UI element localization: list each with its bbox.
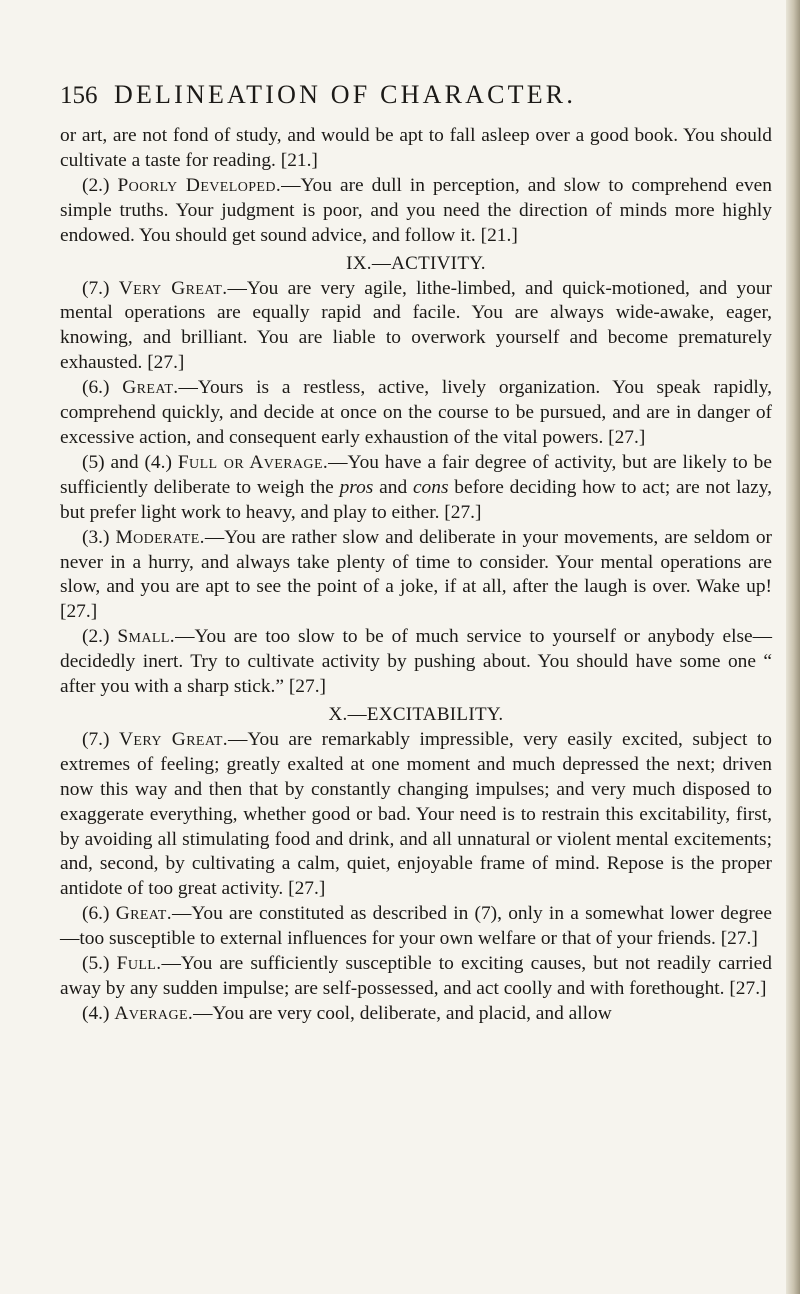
paragraph-moderate	[60, 526, 772, 626]
paragraph-text: —You are very cool, deliberate, and placid, and allow	[193, 1002, 612, 1024]
paragraph-full-or-average	[60, 451, 772, 526]
paragraph-text: —You are remarkably impressible, very easily excited, subject to extremes of feeling; greatly exalted at one moment and much depressed the next; driven now this way and then that by constantly changing impulses; and very much disposed to exaggerate everything, whether good or bad. Your need is to restrain this excitability, first, by avoiding all stimulating food and drink, and all unnatural or violent mental excitements; and, second, by cultivating a calm, quiet, enjoyable frame of mind. Repose is the proper antidote of too great activity. [27.]	[60, 728, 772, 900]
degree-label: Very Great.	[119, 728, 229, 750]
paragraph-very-great	[60, 728, 772, 902]
book-page	[60, 80, 772, 1027]
degree-label: Very Great.	[118, 277, 228, 299]
paragraph-small	[60, 625, 772, 700]
degree-label: Great.	[122, 377, 179, 399]
section-heading-excitability: X.—EXCITABILITY.	[328, 703, 504, 725]
paragraph-text: —Yours is a restless, active, lively organization. You speak rapidly, comprehend quickly, and decide at once on the course to be pursued, and are in danger of excessive action, and consequent early exhaustion of the vital powers. [27.]	[60, 377, 772, 448]
paragraph-great	[60, 376, 772, 451]
paragraph-text: —You have a fair degree of activity, but are likely to be sufficiently deliberate to weigh the	[60, 451, 772, 498]
paragraph-very-great	[60, 277, 772, 377]
degree-number: (5) and (4.)	[82, 451, 172, 473]
page-edge	[786, 0, 800, 1294]
page-number: 156	[60, 82, 98, 109]
degree-label: Great.	[115, 903, 172, 925]
degree-number: (6.)	[82, 903, 110, 925]
paragraph-text: and	[373, 476, 413, 498]
degree-label: Moderate.	[115, 526, 205, 548]
degree-label: Average.	[114, 1002, 194, 1024]
italic-term: cons	[412, 476, 449, 498]
degree-number: (3.)	[82, 526, 110, 548]
degree-label: Full or Average.	[177, 451, 329, 473]
paragraph-text: —You are dull in perception, and slow to comprehend even simple truths. Your judgment is poor, and you need the direction of minds more highly endowed. You should get sound advice, and follow it. [21.]	[60, 174, 772, 246]
degree-label: Poorly Developed.	[117, 174, 282, 196]
paragraph-text: —You are sufficiently susceptible to exciting causes, but not readily carried away by any sudden impulse; are self-possessed, and act coolly and with forethought. [27.]	[60, 953, 772, 999]
paragraph-continued: or art, are not fond of study, and would be apt to fall asleep over a good book. You should cultivate a taste for reading. [21.]	[60, 125, 772, 171]
paragraph-text: —You are constituted as described in (7), only in a somewhat lower degree—too susceptible to external influences for your own welfare or that of your friends. [27.]	[60, 903, 772, 950]
degree-number: (2.)	[82, 626, 110, 648]
page-header	[60, 80, 772, 110]
paragraph-poorly-developed	[60, 174, 772, 249]
degree-label: Full.	[116, 953, 162, 975]
degree-number: (5.)	[82, 953, 110, 975]
degree-number: (2.)	[82, 174, 110, 196]
degree-number: (6.)	[82, 377, 110, 399]
paragraph-text: —You are rather slow and deliberate in your movements, are seldom or never in a hurry, and always take plenty of time to consider. Your mental operations are slow, and you are apt to see the point of a joke, if at all, after the laugh is over. Wake up! [27.]	[60, 526, 772, 623]
degree-number: (4.)	[82, 1002, 110, 1024]
paragraph-text: —You are very agile, lithe-limbed, and quick-motioned, and your mental operations are equally rapid and facile. You are always wide-awake, eager, knowing, and brilliant. You are liable to overwork yourself and become prematurely exhausted. [27.]	[60, 277, 772, 374]
paragraph-full	[60, 952, 772, 1002]
paragraph-text: before deciding how to act; are not lazy, but prefer light work to heavy, and play to either. [27.]	[60, 476, 772, 523]
section-heading-activity: IX.—ACTIVITY.	[346, 252, 486, 274]
paragraph-great	[60, 902, 772, 952]
paragraph-text: —You are too slow to be of much service to yourself or anybody else—decidedly inert. Try to cultivate activity by pushing about. You should have some one “ after you with a sharp stick.” [27.]	[60, 626, 772, 698]
degree-number: (7.)	[82, 728, 110, 750]
degree-number: (7.)	[82, 277, 110, 299]
italic-term: pros	[339, 476, 374, 498]
paragraph-average	[60, 1002, 772, 1027]
running-head: DELINEATION OF CHARACTER.	[114, 80, 577, 109]
degree-label: Small.	[117, 626, 176, 648]
